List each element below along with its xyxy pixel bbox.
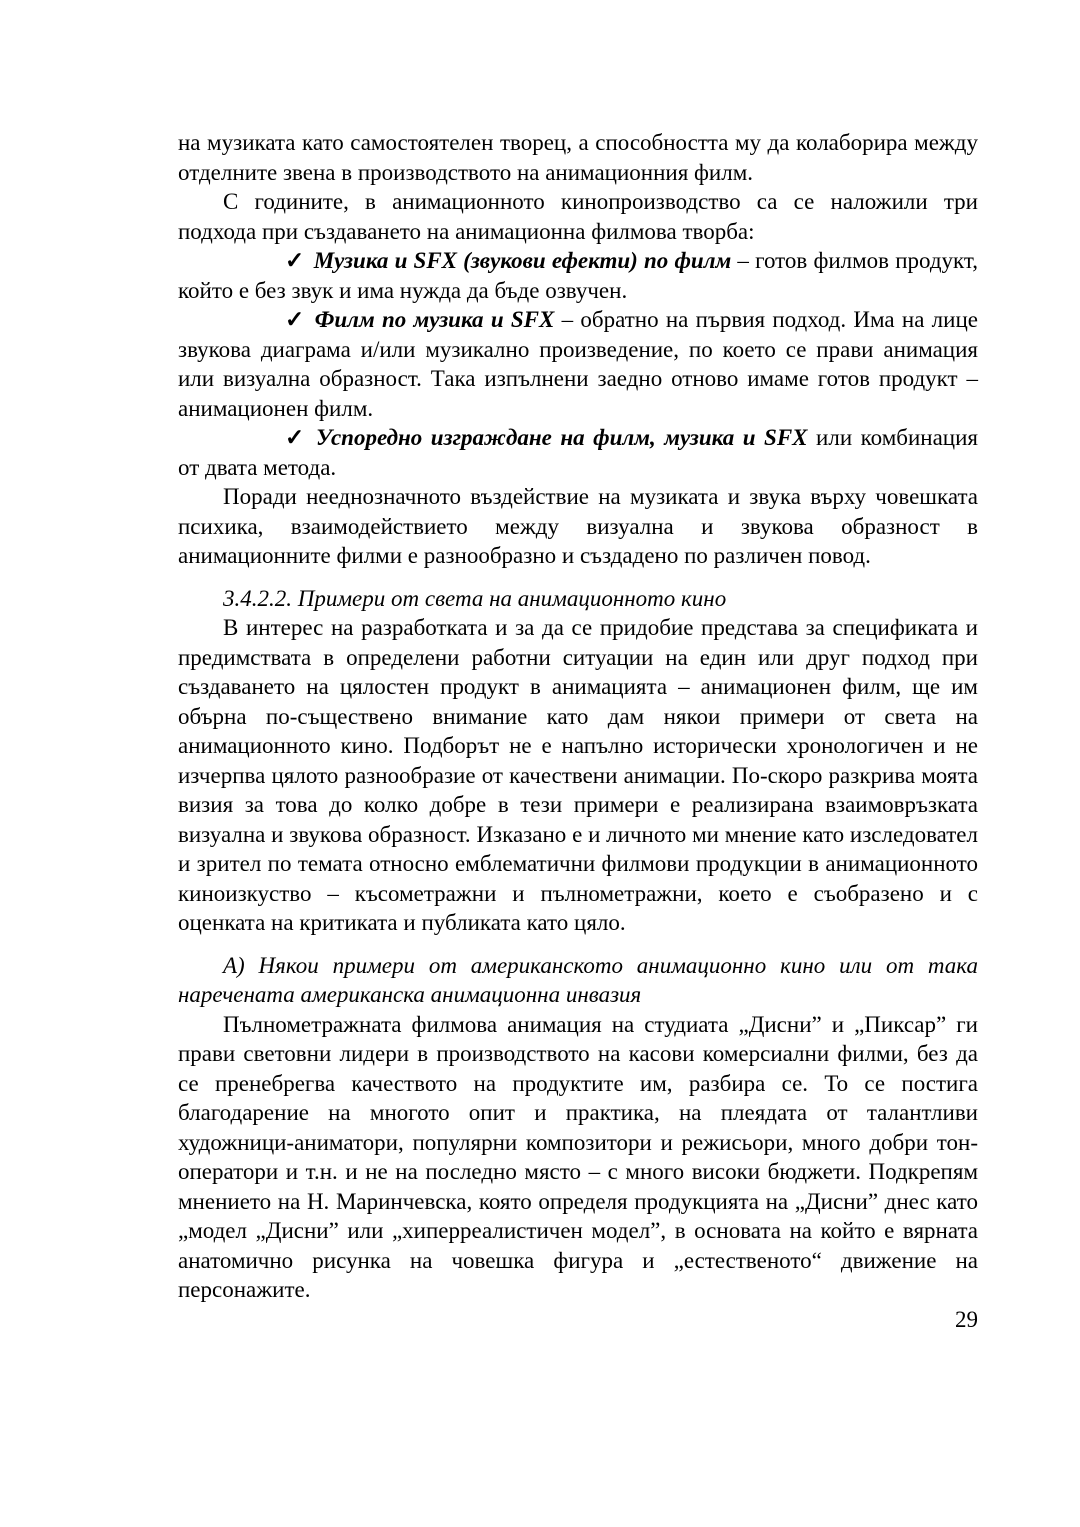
text-run: Поради нееднозначното въздействие на музиката и звука върху човешката психика, взаимодействието между визуална и звукова образност в анимационните филми е разнообразно и създадено по различен повод. <box>178 484 978 568</box>
checkmark-icon: ✓ <box>285 307 306 332</box>
paragraph <box>178 613 978 938</box>
bullet-item <box>178 246 978 305</box>
paragraph <box>178 187 978 246</box>
text-run: Успоредно изграждане на филм, музика и SFX <box>316 425 808 450</box>
text-run: на музиката като самостоятелен творец, а способността му да колаборира между отделните звена в производството на анимационния филм. <box>178 130 978 185</box>
text-run: Музика и SFX (звукови ефекти) по филм <box>313 248 732 273</box>
section-heading <box>178 951 978 1010</box>
page-number: 29 <box>955 1306 978 1332</box>
text-run: – готов филмов продукт, който е без звук и има нужда да бъде озвучен. <box>178 248 979 303</box>
text-run: Филм по музика и SFX <box>314 307 555 332</box>
checkmark-icon: ✓ <box>285 248 305 273</box>
text-run: 3.4.2.2. Примери от света на анимационното кино <box>223 585 727 611</box>
section-heading <box>178 584 978 614</box>
paragraph <box>178 1010 978 1305</box>
checkmark-icon: ✓ <box>285 425 308 450</box>
paragraph <box>178 482 978 571</box>
text-run: Пълнометражната филмова анимация на студиата „Дисни” и „Пиксар” ги прави световни лидери в производството на касови комерсиални филми, без да се пренебрегва качеството на продуктите им, разбира се. То се постига благодарение на многото опит и практика, на плеядата от талантливи художници-аниматори, популярни композитори и режисьори, много добри тон-оператори и т.н. и не на последно място – с много високи бюджети. Подкрепям мнението на Н. Маринчевска, която определя продукцията на „Дисни” днес като „модел „Дисни” или „хиперреалистичен модел”, в основата на който е вярната анатомично рисунка на човешка фигура и „естественото“ движение на персонажите. <box>178 1011 978 1302</box>
text-run: В интерес на разработката и за да се придобие представа за спецификата и предимствата в определени работни ситуации на един или друг подход при създаването на цялостен продукт в анимацията – анимационен филм, ще им обърна по-съществено внимание като дам някои примери от света на анимационното кино. Подборът не е напълно исторически хронологичен и не изчерпва цялото разнообразие от качествени анимации. По-скоро разкрива моята визия за това до колко добре в тези примери е реализирана взаимовръзката визуална и звукова образност. Изказано е и личното ми мнение като изследовател и зрител по темата относно емблематични филмови продукции в анимационното киноизкуство – късометражни и пълнометражни, което е съобразено и с оценката на критиката и публиката като цяло. <box>178 615 978 935</box>
text-run: – обратно на първия подход. Има на лице звукова диаграма и/или музикално произведение, по което се прави анимация или визуална образност. Така изпълнени заедно отново имаме готов продукт – анимационен филм. <box>178 307 978 421</box>
text-run: С годините, в анимационното кинопроизводство са се наложили три подхода при създаването на анимационна филмова творба: <box>178 189 978 244</box>
paragraph <box>178 128 978 187</box>
text-run: А) Някои примери от американското анимационно кино или от така наречената американска анимационна инвазия <box>178 952 978 1007</box>
text-run: или комбинация от двата метода. <box>178 425 978 480</box>
bullet-item <box>178 423 978 482</box>
text-block <box>178 128 978 1334</box>
bullet-item <box>178 305 978 423</box>
